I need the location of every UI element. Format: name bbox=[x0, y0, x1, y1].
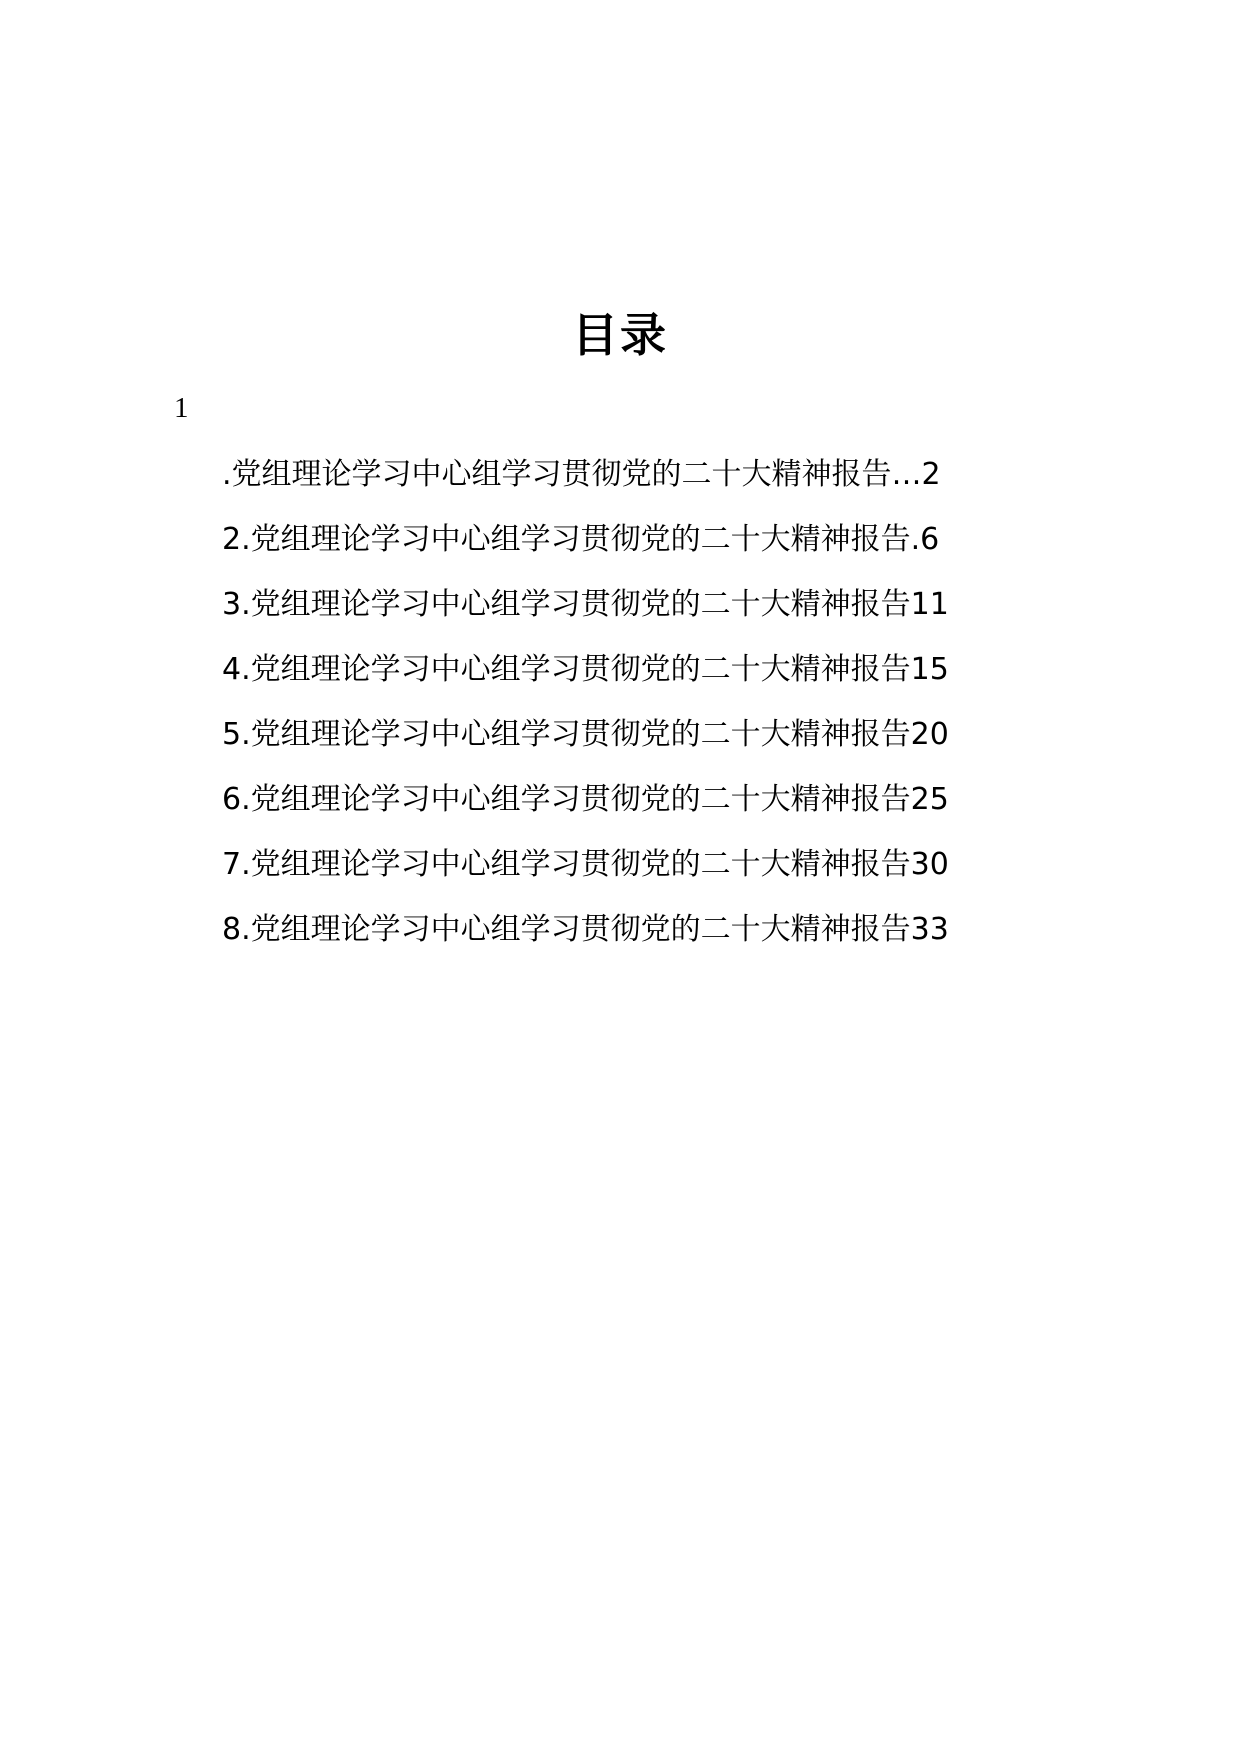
toc-entry[interactable]: 7.党组理论学习中心组学习贯彻党的二十大精神报告30 bbox=[222, 847, 949, 882]
toc-entry[interactable]: .党组理论学习中心组学习贯彻党的二十大精神报告…2 bbox=[222, 457, 941, 492]
page-title: 目录 bbox=[572, 308, 668, 362]
toc-entry[interactable]: 6.党组理论学习中心组学习贯彻党的二十大精神报告25 bbox=[222, 782, 949, 817]
toc-entry[interactable]: 2.党组理论学习中心组学习贯彻党的二十大精神报告.6 bbox=[222, 522, 940, 557]
toc-entry[interactable]: 4.党组理论学习中心组学习贯彻党的二十大精神报告15 bbox=[222, 652, 949, 687]
toc-entry[interactable]: 5.党组理论学习中心组学习贯彻党的二十大精神报告20 bbox=[222, 717, 949, 752]
toc-entry[interactable]: 8.党组理论学习中心组学习贯彻党的二十大精神报告33 bbox=[222, 912, 949, 947]
stray-number: 1 bbox=[174, 392, 189, 424]
toc-list bbox=[222, 447, 1142, 967]
toc-entry[interactable]: 3.党组理论学习中心组学习贯彻党的二十大精神报告11 bbox=[222, 587, 949, 622]
